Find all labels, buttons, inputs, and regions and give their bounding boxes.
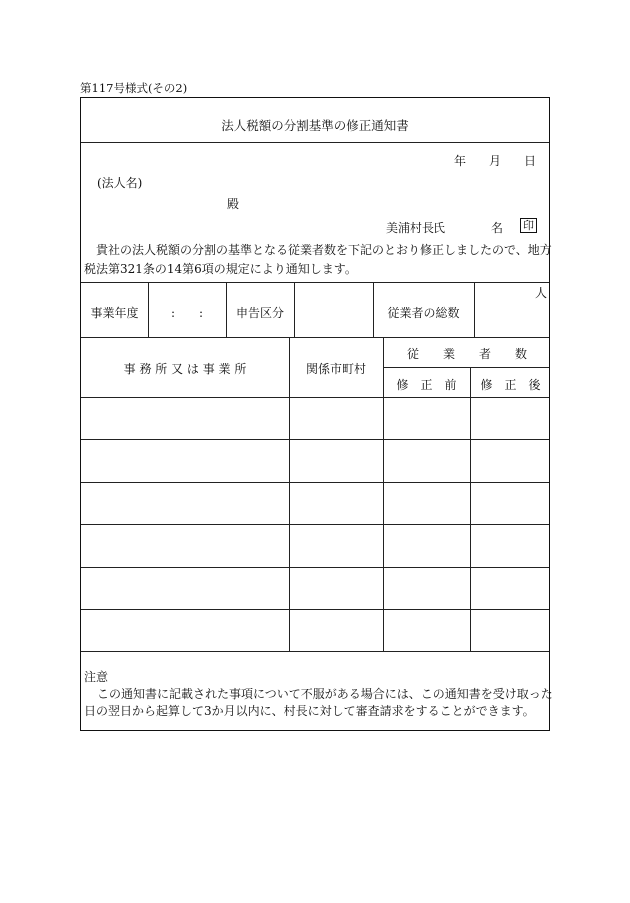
fiscal-year-label: 事業年度 [90, 306, 139, 320]
body-text-line-2: 税法第321条の14第6項の規定により通知します。 [84, 262, 357, 276]
table-row-border [81, 567, 549, 568]
grid-line [474, 282, 475, 337]
grid-line [289, 337, 290, 651]
total-employees-label: 従業者の総数 [387, 306, 460, 320]
divider [81, 337, 549, 338]
seal-mark: 印 [520, 218, 537, 233]
form-title: 法人税額の分割基準の修正通知書 [221, 118, 409, 133]
table-row-border [81, 609, 549, 610]
divider [81, 142, 549, 143]
sender-title: 美浦村長 [386, 221, 435, 235]
form-number: 第117号様式(その2) [80, 81, 188, 95]
column-header-after: 修 正 後 [480, 378, 541, 392]
divider [81, 397, 549, 398]
notes-heading: 注意 [84, 670, 109, 684]
table-row-border [81, 439, 549, 440]
sender-name-label-1: 氏 [433, 221, 446, 235]
column-header-before: 修 正 前 [396, 378, 457, 392]
column-header-office: 事 務 所 又 は 事 業 所 [123, 362, 247, 376]
notes-line-1: この通知書に記載された事項について不服がある場合には、この通知書を受け取った [97, 687, 553, 701]
date-year-label: 年 [454, 154, 467, 168]
corporation-name-label: (法人名) [97, 176, 143, 190]
column-header-municipality: 関係市町村 [305, 362, 366, 376]
sender-name-label-2: 名 [491, 221, 504, 235]
filing-type-label: 申告区分 [235, 306, 284, 320]
date-month-label: 月 [489, 154, 502, 168]
unit-label: 人 [535, 286, 548, 300]
column-header-employees: 従 業 者 数 [406, 347, 527, 361]
body-text-line-1: 貴社の法人税額の分割の基準となる従業者数を下記のとおり修正しましたので、地方 [96, 243, 552, 257]
honorific: 殿 [227, 197, 240, 211]
divider [81, 651, 549, 652]
grid-line [383, 367, 549, 368]
date-day-label: 日 [524, 154, 537, 168]
notes-line-2: 日の翌日から起算して3か月以内に、村長に対して審査請求をすることができます。 [84, 704, 535, 718]
notice-form [80, 97, 553, 731]
seal-mark-wrap [520, 218, 537, 233]
divider [81, 282, 549, 283]
table-row-border [81, 524, 549, 525]
table-row-border [81, 482, 549, 483]
fiscal-year-value: : : [170, 306, 204, 320]
grid-line [294, 282, 295, 337]
